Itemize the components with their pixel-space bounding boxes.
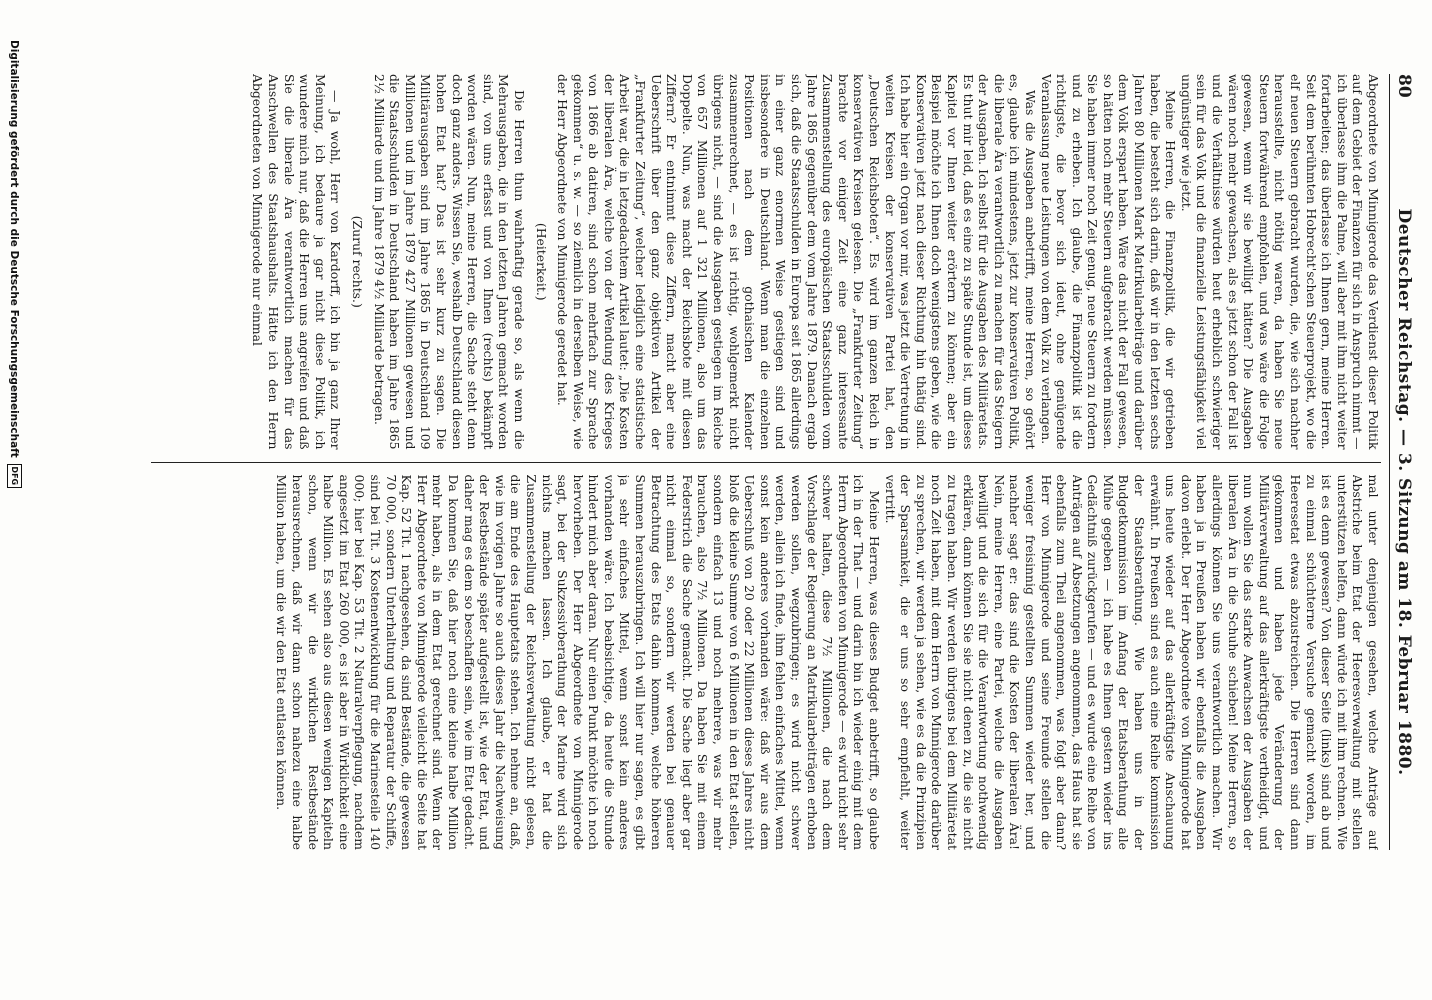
paragraph: Was die Ausgaben anbetrifft, meine Herren, so gehört es, glaube ich mindestens, jetzt zur konservativen Politik, die liberale Ära verantwortlich zu machen für das Steigern der Ausgaben. Ich selbst für die Ausgaben des Militäretats. Es thut mir leid, daß es eine zu späte Stunde ist, um dieses Kapitel vor Ihnen weiter erörtern zu können; aber ein Beispiel möchte ich Ihnen doch wenigstens geben, wie die Konservativen jetzt nach dieser Richtung hin thätig sind. Ich habe hier ein Organ vor mir, was jetzt die Vertretung in weiten Kreisen der konservativen Partei hat, den „Deutschen Reichsboten“. Es wird im ganzen Reich in konservativen Kreisen gelesen. Die „Frankfurter Zeitung“ brachte vor einiger Zeit eine ganz interessante Zusammenstellung des europäischen Staatsschulden vom Jahre 1865 gegenüber dem vom Jahre 1879. Danach ergab sich, daß die Staatsschulden in Europa seit 1865 allerdings in einer ganz enormen Weise gestiegen sind und insbesondere in Deutschland. Wenn man die einzelnen Positionen nach dem gothaischen Kalender zusammenrechnet, — es ist richtig, wohlgemerkt nicht übrigens nicht, — sind die Ausgaben gestiegen im Reiche von 657 Millionen auf 1 321 Millionen, also um das Doppelte. Nun, was macht der Reichsbote mit diesen Ziffern? Er entnimmt diese Ziffern, macht aber eine Ueberschrift über den ganz objektiven Artikel der „Frankfurter Zeitung“, welcher lediglich eine statistische Arbeit war, die in letzgedachtem Artikel lautet: „Die Kosten der liberalen Ära, welche von der Wendung des Krieges von 1866 ab datiren, sind schon mehrfach zur Sprache gekommen“ u. s. w. — so ziemlich in derselben Weise, wie der Herr Abgeordnete von Minnigerode geredet hat. (555, 74, 1038, 450)
paragraph: Die Herren thun wahrhaftig gerade so, als wenn die Mehrausgaben, die in den letzten Jahren gemacht worden sind, von uns erfasst und von Ihnen (rechts) bekämpft worden wären. Nun, meine Herren, die Sache steht denn doch ganz anders. Wissen Sie, weshalb Deutschland diesen hohen Etat hat? Das ist sehr kurz zu sagen. Die Militärausgaben sind im Jahre 1865 in Deutschland 109 Millionen und im Jahre 1879 427 Millionen gewesen und die Staatsschulden in Deutschland haben im Jahre 1865 2½ Milliarde und im Jahre 1879 4½ Milliarde betragen. (371, 74, 527, 450)
left-column (151, 74, 1381, 450)
page-number: 80 (1394, 74, 1414, 98)
page-header (1389, 74, 1414, 850)
paragraph: Abgeordnete von Minnigerode das Verdienst dieser Politik auf dem Gebiet der Finanzen für sich in Anspruch nimmt — ich überlasse ihm die Palme, will aber mit ihm nicht weiter fortarbeiten; das überlasse ich Ihnen gern, meine Herren. Seit dem berühmten Hobrecht'schen Steuerprojekt, wo die elf neuen Steuern gebracht wurden, die, wie sich nachher herausstellte, nicht nöthig waren, da haben Sie neue Steuern fortwährend empfohlen, und was wäre die Folge gewesen, wenn wir sie bewilligt hätten? Die Ausgaben wären noch mehr gewachsen, als es jetzt schon der Fall ist und die Verhältnisse würden heut erheblich schwieriger sein für das Volk und die finanzielle Leistungsfähigkeit viel ungünstiger wie jetzt. (1178, 74, 1381, 450)
paragraph: Meine Herren, die Finanzpolitik, die wir getrieben haben, die besteht sich darin, daß wir in den letzten sechs Jahren 80 Millionen Mark Matrikularbeiträge und darüber dem Volk erspart haben. Wäre das nicht der Fall gewesen, so hätten noch mehr Steuern aufgebracht werden müssen. Sie haben immer noch Zeit genug, neue Steuern zu fordern und zu erheben. Ich glaube, die Finanzpolitik ist die richtigste, die bevor sich ideut, ohne genügende Veranlassung neue Leistungen von dem Volk zu verlangen. (1038, 74, 1179, 450)
credit-text: Digitalisierung gefördert durch die Deutsche Forschungsgemeinschaft (8, 40, 21, 458)
text-columns (151, 74, 1381, 850)
paragraph: Meine Herren, was dieses Budget anbetrifft, so glaube ich in der That — und darin bin ich wieder einig mit dem Herrn Abgeordneten von Minnigerode — es wird nicht sehr schwer halten, diese 7½ Millionen, die nach dem Vorschlage der Regierung an Matrikularbeiträgen erhoben werden sollen, wegzubringen; es wird nicht schwer werden, allein ich finde, ihm fehlen einfaches Mittel, wenn sonst kein anderes vorhanden wäre: daß wir aus dem Ueberschuß von 20 oder 22 Millionen dieses Jahres nicht bloß die kleine Summe von 6 Millionen in den Etat stellen, sondern einfach 13 und noch mehrere, was wir mehr brauchen, also 7½ Millionen. Da haben Sie mit einem Federstrich die Sache gemacht. Die Sache liegt aber gar nicht einmal so, sondern wir werden bei genauer Betrachtung des Etats dahin kommen, welche höheren Summen herauszubringen. Ich will hier nur sagen, es gibt ja sehr einfaches Mittel, wenn sonst kein anderes vorhanden wäre. Ich beabsichtige, da heute die Stunde hindert mich aber daran. Nur einen Punkt möchte ich noch hervorheben. Der Herr Abgeordnete von Minnigerode sagt, bei der Sukzessivberathung der Marine wird sich nichts machen lassen. Ich glaube, er hat die Zusammenstellung der Reichsverwaltung nicht gelesen, die am Ende des Hauptetats stehen. Ich nehme an, daß, wie im vorigen Jahre so auch dieses Jahr die Nachweisung der Restbestände später aufgestellt ist, wie der Etat, und daher mag es dem so beschaffen sein, wie im Etat gedacht. Da kommen Sie, daß hier noch eine kleine halbe Million mehr haben, als in dem Etat gerechnet sind. Wenn der Herr Abgeordnete von Minnigerode vielleicht die Seite hat Kap. 52 Tit. 1 nachgesehen, da sind Bestände, die gewesen 70 000, sondern Unterhaltung und Reparatur der Schiffe, sind bei Tit. 3 Kostenentwicklung für die Marinesteile 140 000; hier bei Kap. 53 Tit. 2 Naturalverpflegung, nachdem angesetzt im Etat 260 000, es ist aber in Wirklichkeit eine halbe Million. Es sehen also aus diesen wenigen Kapiteln schon, wenn wir die wirklichen Restbestände herausrechnen, daß wir dann schon nahezu eine halbe Million haben, um die wir den Etat entlasten können. (274, 474, 882, 850)
stage-direction: (Zuruf rechts.) (350, 215, 365, 308)
paragraph: — Ja wohl, Herr von Kardorff, ich bin ja ganz Ihrer Meinung, ich bedaure ja gar nicht diese Politik, ich wundere mich nur, daß die Herren uns angreifen und daß Sie die liberale Ära verantwortlich machen für das Anschwellen des Staatshaushalts. Hätte ich den Herrn Abgeordneten von Minnigerode nur einmal (250, 74, 344, 450)
dfg-logo: DFG (7, 464, 22, 488)
digitization-credit (7, 40, 22, 488)
column-divider (151, 462, 1381, 463)
stage-direction: (Heiterkeit.) (533, 222, 549, 301)
running-title: Deutscher Reichstag. — 3. Sitzung am 18. Februar 1880. (1394, 208, 1414, 776)
right-column (151, 475, 1381, 851)
paragraph: mal unter denjenigen gesehen, welche Anträge auf Abstriche beim Etat der Heeresverwaltung mit stellen unterstützen helfen, dann würde ich mit ihm rechnen. Wie ist es denn gewesen? Von dieser Seite (links) sind ab und zu einmal schüchterne Versuche gemacht worden, im Heeresetat etwas abzustreichen. Die Herren sind dann gekommen und haben jede Veränderung der Militärverwaltung auf das allerkräftigste vertheidigt, und nun wollen Sie das starke Anwachsen der Ausgaben der liberalen Ära in die Schuhe schieben! Meine Herren, so allerdings können Sie uns verantwortlich machen. Wir haben ja in Preußen haben wir ebenfalls die Ausgaben davon erlebt. Der Herr Abgeordnete von Minnigerode hat uns heute wieder auf das allerkräftigste Anschauung erwähnt. In Preußen sind es auch eine Reihe kommission der Staatsberathung. Wie haben uns in der Budgetkommission im Anfang der Etatsberathung alle Mühe gegeben — ich habe es Ihnen gestern wieder ins Gedächtniß zurückgerufen — und es wurde eine Reihe von Anträgen auf Absetzungen angenommen, das Haus hat sie ebenfalls zum Theil angenommen, was folgt aber dann? Herr von Minnigerode und seine Freunde stellen die weniger freisinnig gestellten Summen wieder her, und nachher sagt er: das sind die Kosten der liberalen Ära! Nein, meine Herren, eine Partei, welche die Ausgaben bewilligt und die sich für die Verantwortung nothwendig erklären, dann können Sie sie nicht denen zu, die sie nicht zu tragen haben. Wir werden übrigens bei dem Militäretat noch Zeit haben, mit dem Herrn von Minnigerode darüber zu sprechen, wir werden ja sehen, wie es da die Prinzipien der Sparsamkeit, die er uns so sehr empfiehlt, weiter vertritt. (882, 474, 1381, 850)
